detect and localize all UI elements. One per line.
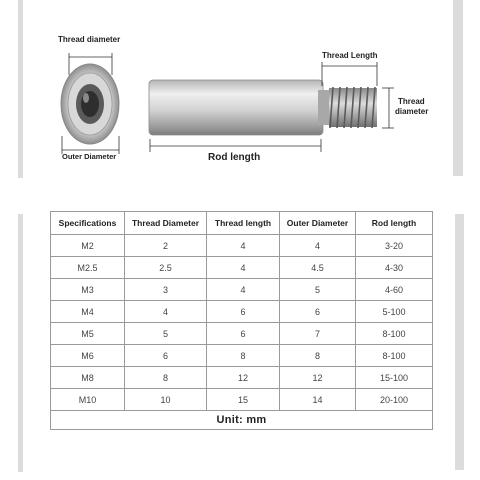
cell-thread-diameter: 2 (125, 235, 207, 257)
cell-thread-diameter: 5 (125, 323, 207, 345)
rod-length-label: Rod length (208, 152, 261, 163)
cell-thread-length: 4 (207, 235, 280, 257)
cell-spec: M4 (51, 301, 125, 323)
end-view (61, 64, 119, 144)
table-row (51, 367, 433, 389)
cell-spec: M2.5 (51, 257, 125, 279)
header-outer-diameter: Outer Diameter (280, 212, 356, 235)
cell-rod-length: 4-30 (356, 257, 433, 279)
cell-outer-diameter: 5 (280, 279, 356, 301)
table-row (51, 389, 433, 411)
cell-thread-length: 12 (207, 367, 280, 389)
cell-thread-diameter: 2.5 (125, 257, 207, 279)
table-row (51, 301, 433, 323)
cell-rod-length: 8-100 (356, 323, 433, 345)
table-row (51, 257, 433, 279)
cell-thread-diameter: 6 (125, 345, 207, 367)
spec-table-wrapper (50, 211, 432, 430)
cell-spec: M2 (51, 235, 125, 257)
cell-thread-length: 4 (207, 257, 280, 279)
cell-thread-length: 15 (207, 389, 280, 411)
table-row (51, 235, 433, 257)
cell-rod-length: 8-100 (356, 345, 433, 367)
cell-thread-length: 4 (207, 279, 280, 301)
rod-length-dim (150, 139, 321, 152)
outer-diameter-label: Outer Diameter (62, 152, 117, 161)
table-row (51, 279, 433, 301)
cell-spec: M5 (51, 323, 125, 345)
cell-rod-length: 20-100 (356, 389, 433, 411)
cell-outer-diameter: 4 (280, 235, 356, 257)
cell-outer-diameter: 12 (280, 367, 356, 389)
cell-outer-diameter: 7 (280, 323, 356, 345)
cell-thread-length: 6 (207, 323, 280, 345)
cell-outer-diameter: 6 (280, 301, 356, 323)
table-row (51, 323, 433, 345)
thread-length-dim (322, 62, 377, 86)
standoff-side-view (149, 80, 377, 135)
header-thread-length: Thread length (207, 212, 280, 235)
right-side-bar-bottom (455, 214, 464, 470)
thread-diameter-side-label-line1: Thread (398, 97, 425, 106)
cell-rod-length: 4-60 (356, 279, 433, 301)
cell-outer-diameter: 8 (280, 345, 356, 367)
cell-thread-diameter: 10 (125, 389, 207, 411)
table-row (51, 345, 433, 367)
cell-thread-diameter: 4 (125, 301, 207, 323)
side-thread-diameter-dim (382, 88, 394, 128)
header-thread-diameter: Thread Diameter (125, 212, 207, 235)
cell-thread-diameter: 8 (125, 367, 207, 389)
cell-outer-diameter: 4.5 (280, 257, 356, 279)
cell-outer-diameter: 14 (280, 389, 356, 411)
header-specifications: Specifications (51, 212, 125, 235)
cell-thread-length: 8 (207, 345, 280, 367)
cell-rod-length: 15-100 (356, 367, 433, 389)
cell-thread-length: 6 (207, 301, 280, 323)
thread-diameter-label: Thread diameter (58, 35, 121, 44)
table-header-row (51, 212, 433, 235)
spec-table (50, 211, 433, 430)
header-rod-length: Rod length (356, 212, 433, 235)
cell-thread-diameter: 3 (125, 279, 207, 301)
cell-spec: M6 (51, 345, 125, 367)
unit-row (51, 411, 433, 430)
left-side-bar-bottom (18, 214, 23, 472)
cell-spec: M8 (51, 367, 125, 389)
cell-spec: M3 (51, 279, 125, 301)
cell-rod-length: 3-20 (356, 235, 433, 257)
thread-diameter-side-label-line2: diameter (395, 107, 429, 116)
cell-spec: M10 (51, 389, 125, 411)
unit-label: Unit: mm (51, 411, 433, 430)
thread-length-label: Thread Length (322, 51, 378, 60)
cell-rod-length: 5-100 (356, 301, 433, 323)
